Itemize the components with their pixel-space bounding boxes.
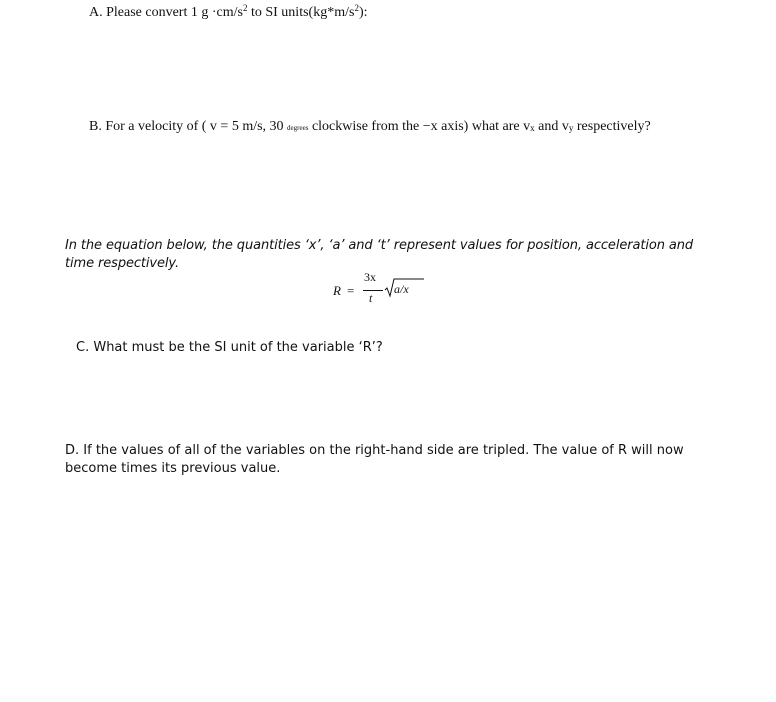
question-b-part4: respectively?: [573, 119, 651, 134]
question-d: D. If the values of all of the variables on the right-hand side are tripled. The value of R will now become times its previous value.: [65, 443, 684, 476]
equation-block: [333, 270, 433, 310]
equation-lhs: R: [333, 283, 341, 298]
equation-intro: In the equation below, the quantities ‘x’, ‘a’ and ‘t’ represent values for position, acceleration and time respectively.: [65, 238, 694, 271]
equation-radicand: a/x: [394, 282, 409, 296]
question-b-part1: B. For a velocity of ( v = 5 m/s, 30: [89, 119, 288, 134]
question-b-degrees-word: degrees: [287, 124, 309, 132]
question-a-exponent-2: 2: [354, 3, 359, 13]
question-b-part2: clockwise from the −x axis) what are v: [308, 119, 531, 134]
question-a: [89, 3, 368, 21]
question-b: [89, 119, 651, 135]
question-b-subscript-y: y: [568, 123, 574, 133]
question-a-suffix: ):: [358, 5, 368, 20]
fraction-bar: [363, 290, 383, 291]
question-c: C. What must be the SI unit of the variable ‘R’?: [76, 340, 383, 355]
equation-equals: =: [347, 283, 355, 298]
equation-numerator: 3x: [364, 270, 376, 284]
question-a-middle: to SI units(kg*m/s: [247, 5, 355, 20]
question-a-prefix: A. Please convert 1 g ·cm/s: [89, 5, 243, 20]
equation-denominator: t: [369, 291, 373, 305]
question-a-exponent-1: 2: [242, 3, 248, 13]
question-b-part3: and v: [534, 119, 569, 134]
question-b-subscript-x: x: [530, 123, 535, 133]
